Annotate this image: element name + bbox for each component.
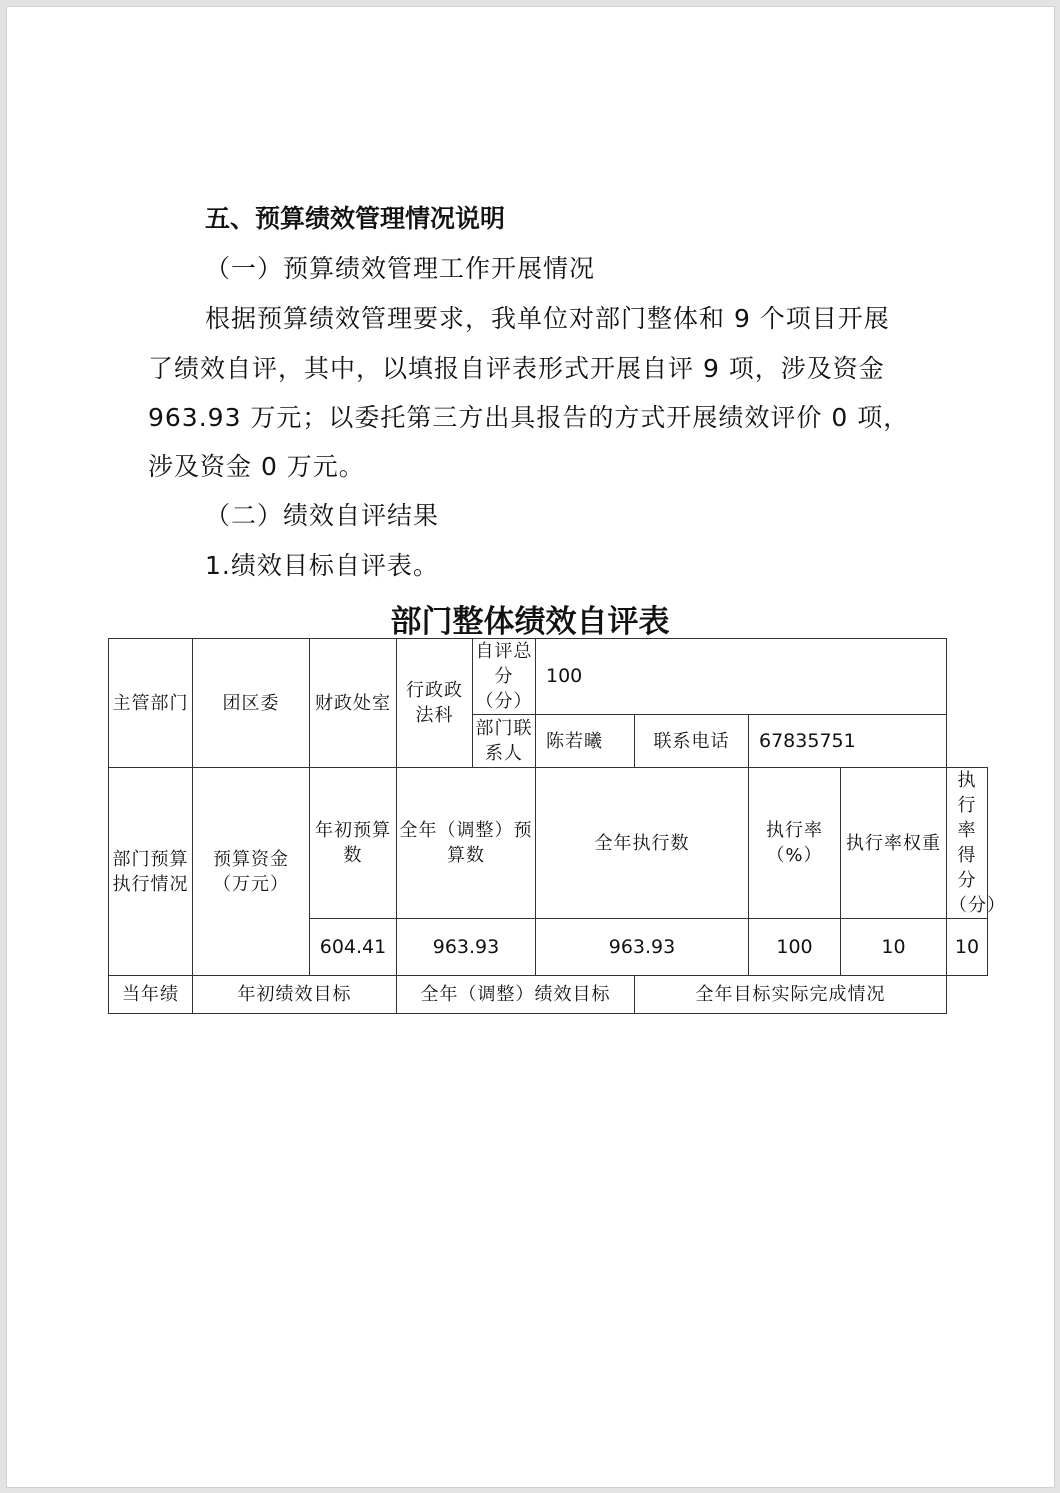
value-rate-score: 10 <box>947 919 988 976</box>
perf-actual-completion: 全年目标实际完成情况 <box>635 976 947 1014</box>
finance-office-cell: 财政处室 <box>310 639 397 768</box>
list-item-1: 1.绩效目标自评表。 <box>205 551 439 580</box>
header-initial-budget: 年初预算数 <box>310 768 397 919</box>
score-label-cell: 自评总分（分） <box>473 639 536 715</box>
header-annual-execution: 全年执行数 <box>536 768 749 919</box>
phone-label-cell: 联系电话 <box>635 715 749 768</box>
fund-label-cell: 预算资金（万元） <box>193 768 310 976</box>
value-annual-execution: 963.93 <box>536 919 749 976</box>
dept-label-cell: 主管部门 <box>109 639 193 768</box>
perf-initial-target: 年初绩效目标 <box>193 976 397 1014</box>
table-title: 部门整体绩效自评表 <box>390 604 670 640</box>
value-adjusted-budget: 963.93 <box>397 919 536 976</box>
value-execution-rate: 100 <box>749 919 841 976</box>
section-heading: 五、预算绩效管理情况说明 <box>205 204 506 233</box>
score-value-cell: 100 <box>536 639 947 715</box>
paragraph-line-2: 了绩效自评，其中，以填报自评表形式开展自评 9 项，涉及资金 <box>148 354 885 383</box>
self-evaluation-table <box>108 638 1007 1014</box>
value-initial-budget: 604.41 <box>310 919 397 976</box>
perf-label-cell: 当年绩 <box>109 976 193 1014</box>
header-rate-score: 执行率得分（分） <box>947 768 988 919</box>
value-rate-weight: 10 <box>841 919 947 976</box>
paragraph-line-3: 963.93 万元；以委托第三方出具报告的方式开展绩效评价 0 项， <box>148 403 910 432</box>
phone-value-cell: 67835751 <box>749 715 947 768</box>
contact-value-cell: 陈若曦 <box>536 715 635 768</box>
subsection-heading-1: （一）预算绩效管理工作开展情况 <box>205 254 596 283</box>
paragraph-line-1: 根据预算绩效管理要求，我单位对部门整体和 9 个项目开展 <box>205 304 890 333</box>
paragraph-line-4: 涉及资金 0 万元。 <box>148 452 365 481</box>
contact-label-cell: 部门联系人 <box>473 715 536 768</box>
exec-label-cell: 部门预算执行情况 <box>109 768 193 976</box>
header-rate-weight: 执行率权重 <box>841 768 947 919</box>
section-cell: 行政政法科 <box>397 639 473 768</box>
header-execution-rate: 执行率（%） <box>749 768 841 919</box>
dept-value-cell: 团区委 <box>193 639 310 768</box>
perf-adjusted-target: 全年（调整）绩效目标 <box>397 976 635 1014</box>
header-adjusted-budget: 全年（调整）预算数 <box>397 768 536 919</box>
subsection-heading-2: （二）绩效自评结果 <box>205 501 440 530</box>
